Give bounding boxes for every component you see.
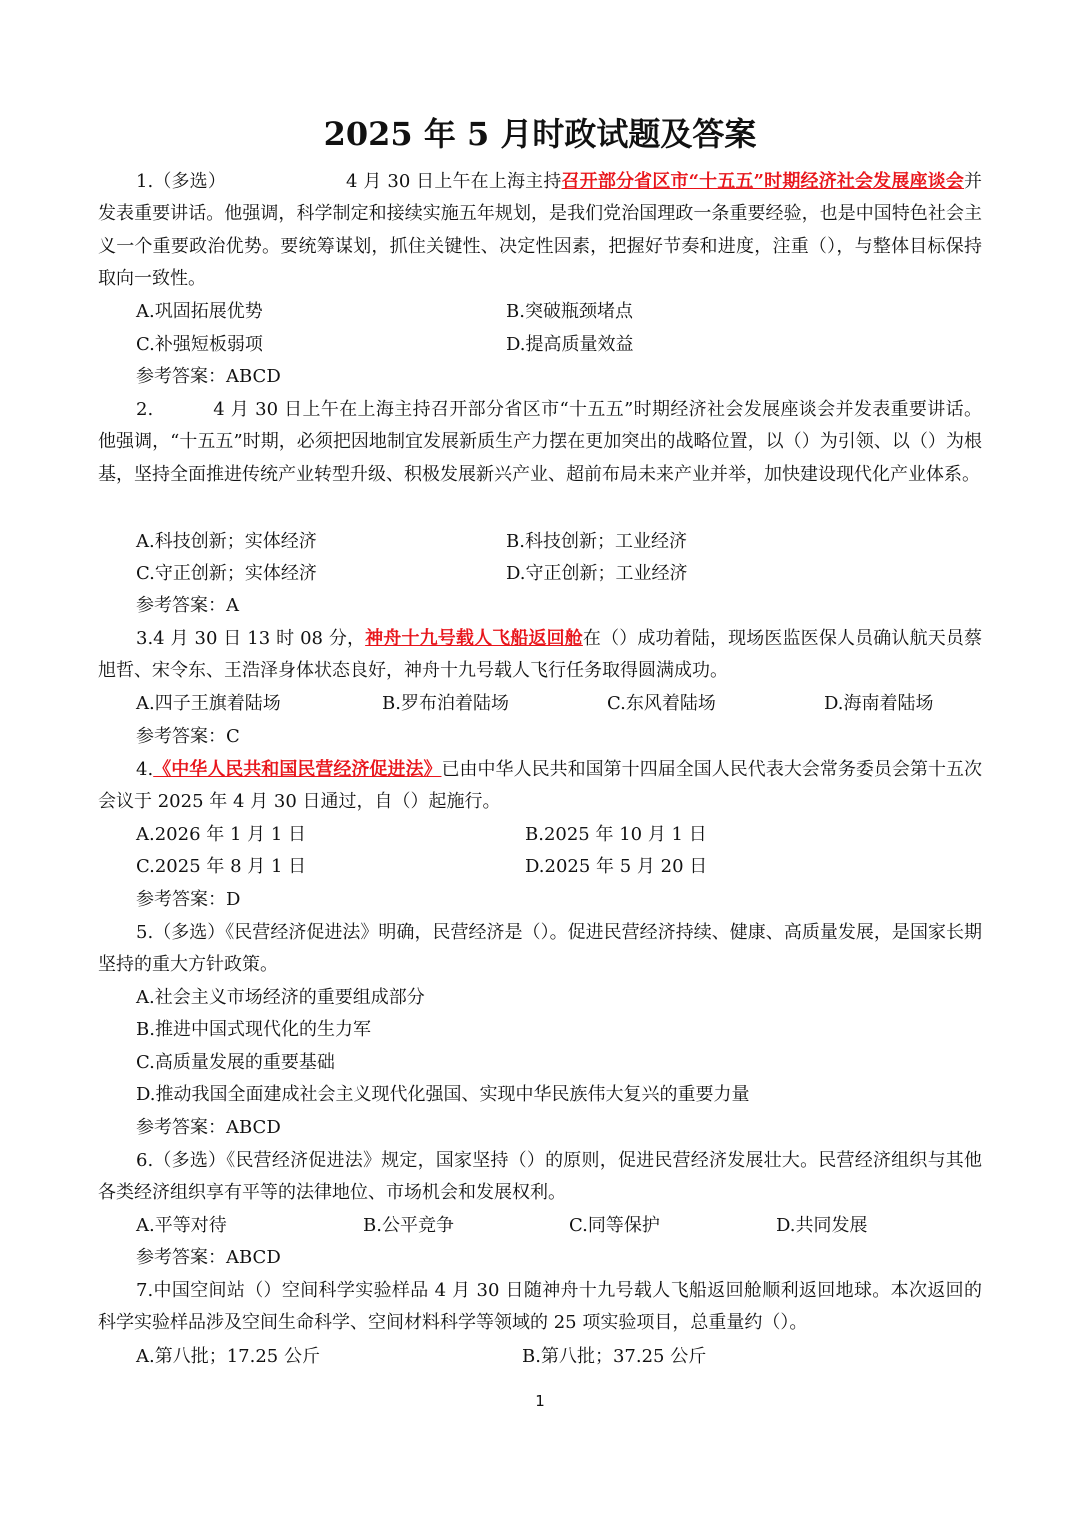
question-2-prefix: 2. bbox=[136, 399, 154, 420]
question-1-option-d: D.提高质量效益 bbox=[506, 334, 634, 355]
question-3-text bbox=[98, 623, 982, 688]
question-2-answer: 参考答案：A bbox=[136, 595, 239, 616]
question-6-option-a: A.平等对待 bbox=[136, 1215, 227, 1236]
question-1-option-a: A.巩固拓展优势 bbox=[136, 301, 263, 322]
question-4-option-c: C.2025 年 8 月 1 日 bbox=[136, 856, 307, 877]
page-number: 1 bbox=[535, 1392, 545, 1410]
question-4-option-b: B.2025 年 10 月 1 日 bbox=[525, 824, 707, 845]
question-4-prefix: 4. bbox=[136, 759, 154, 780]
question-1-body: 并发表重要讲话。他强调，科学制定和接续实施五年规划，是我们党治国理政一条重要经验，也是中国特色社会主义一个重要政治优势。要统筹谋划，抓住关键性、决定性因素，把握好节奏和进度，注重（），与整体目标保持取向一致性。 bbox=[98, 171, 982, 290]
question-6-text: 6.（多选）《民营经济促进法》规定，国家坚持（）的原则，促进民营经济发展壮大。民营经济组织与其他各类经济组织享有平等的法律地位、市场机会和发展权利。 bbox=[98, 1150, 982, 1204]
question-5-text: 5.（多选）《民营经济促进法》明确，民营经济是（）。促进民营经济持续、健康、高质量发展，是国家长期坚持的重大方针政策。 bbox=[98, 922, 982, 976]
question-5-option-b: B.推进中国式现代化的生力军 bbox=[136, 1019, 371, 1040]
question-3-body: 在（）成功着陆，现场医监医保人员确认航天员蔡旭哲、宋令东、王浩泽身体状态良好，神舟十九号载人飞行任务取得圆满成功。 bbox=[98, 628, 983, 682]
question-2-text bbox=[98, 394, 982, 491]
question-2-option-b: B.科技创新；工业经济 bbox=[506, 531, 687, 552]
question-6-answer: 参考答案：ABCD bbox=[136, 1247, 281, 1268]
question-1-prefix: 1.（多选） bbox=[136, 171, 226, 192]
question-3-option-b: B.罗布泊着陆场 bbox=[382, 693, 509, 714]
question-6-option-b: B.公平竞争 bbox=[363, 1215, 454, 1236]
question-1-option-c: C.补强短板弱项 bbox=[136, 334, 263, 355]
question-3-answer: 参考答案：C bbox=[136, 726, 240, 747]
question-2-option-c: C.守正创新；实体经济 bbox=[136, 563, 317, 584]
question-1-lead: 4 月 30 日上午在上海主持 bbox=[346, 171, 562, 192]
question-7-option-a: A.第八批；17.25 公斤 bbox=[136, 1346, 320, 1367]
question-4-text bbox=[98, 754, 982, 819]
question-3-option-c: C.东风着陆场 bbox=[607, 693, 716, 714]
question-1-text bbox=[98, 166, 982, 296]
question-4-highlight-link[interactable]: 《中华人民共和国民营经济促进法》 bbox=[153, 759, 442, 780]
question-5-option-c: C.高质量发展的重要基础 bbox=[136, 1052, 335, 1073]
question-6-option-c: C.同等保护 bbox=[569, 1215, 660, 1236]
question-1-answer: 参考答案：ABCD bbox=[136, 366, 281, 387]
question-4-body: 已由中华人民共和国第十四届全国人民代表大会常务委员会第十五次会议于 2025 年 4 月 30 日通过，自（）起施行。 bbox=[98, 759, 983, 813]
question-4-option-d: D.2025 年 5 月 20 日 bbox=[525, 856, 708, 877]
question-4-answer: 参考答案：D bbox=[136, 889, 241, 910]
question-2-body: 4 月 30 日上午在上海主持召开部分省区市“十五五”时期经济社会发展座谈会并发表重要讲话。他强调，“十五五”时期，必须把因地制宜发展新质生产力摆在更加突出的战略位置，以（）为引领、以（）为根基，坚持全面推进传统产业转型升级、积极发展新兴产业、超前布局未来产业并举，加快建设现代化产业体系。 bbox=[98, 399, 982, 485]
question-5-option-d: D.推动我国全面建成社会主义现代化强国、实现中华民族伟大复兴的重要力量 bbox=[136, 1084, 750, 1105]
question-1-highlight-link[interactable]: 召开部分省区市“十五五”时期经济社会发展座谈会 bbox=[561, 171, 964, 192]
question-7-option-b: B.第八批；37.25 公斤 bbox=[522, 1346, 707, 1367]
question-3-prefix: 3.4 月 30 日 13 时 08 分， bbox=[136, 628, 366, 649]
question-5-answer: 参考答案：ABCD bbox=[136, 1117, 281, 1138]
question-5-option-a: A.社会主义市场经济的重要组成部分 bbox=[136, 987, 425, 1008]
question-7-text: 7.中国空间站（）空间科学实验样品 4 月 30 日随神舟十九号载人飞船返回舱顺利返回地球。本次返回的科学实验样品涉及空间生命科学、空间材料科学等领域的 25 项实验项目，总重量约（）。 bbox=[98, 1280, 982, 1334]
question-4-option-a: A.2026 年 1 月 1 日 bbox=[136, 824, 307, 845]
question-3-option-a: A.四子王旗着陆场 bbox=[136, 693, 281, 714]
page-title: 2025 年 5 月时政试题及答案 bbox=[323, 115, 757, 153]
question-1-option-b: B.突破瓶颈堵点 bbox=[506, 301, 633, 322]
question-3-option-d: D.海南着陆场 bbox=[824, 693, 934, 714]
question-2-option-d: D.守正创新；工业经济 bbox=[506, 563, 688, 584]
question-2-option-a: A.科技创新；实体经济 bbox=[136, 531, 317, 552]
question-6-option-d: D.共同发展 bbox=[776, 1215, 868, 1236]
question-3-highlight-link[interactable]: 神舟十九号载人飞船返回舱 bbox=[365, 628, 583, 649]
